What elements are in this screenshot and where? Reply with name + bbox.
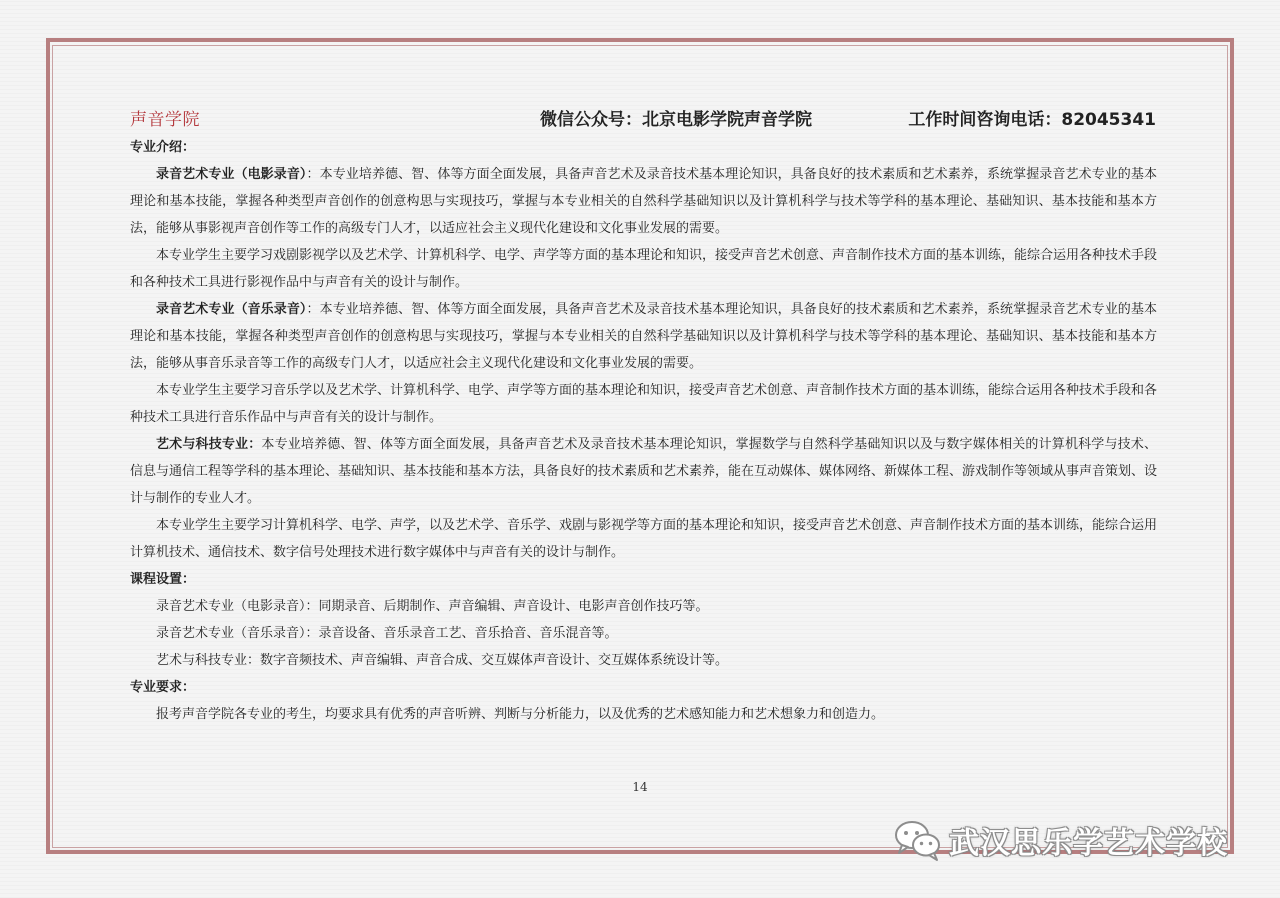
paragraph-art-technology-study: 本专业学生主要学习计算机科学、电学、声学，以及艺术学、音乐学、戏剧与影视学等方面的基本理论和知识，接受声音艺术创意、声音制作技术方面的基本训练，能综合运用计算机技术、通信技术、数字信号处理技术进行数字媒体中与声音有关的设计与制作。 bbox=[130, 518, 1158, 560]
course-item: 录音艺术专业（电影录音）：同期录音、后期制作、声音编辑、声音设计、电影声音创作技巧等。 bbox=[156, 599, 709, 614]
major-name-music-recording: 录音艺术专业（音乐录音） bbox=[156, 302, 307, 317]
page-content bbox=[130, 134, 1157, 728]
major-name-film-recording: 录音艺术专业（电影录音） bbox=[156, 167, 307, 182]
section-heading-requirements: 专业要求： bbox=[130, 680, 196, 695]
watermark bbox=[893, 815, 1228, 865]
paragraph-music-recording-study: 本专业学生主要学习音乐学以及艺术学、计算机科学、电学、声学等方面的基本理论和知识，接受声音艺术创意、声音制作技术方面的基本训练，能综合运用各种技术手段和各种技术工具进行音乐作品中与声音有关的设计与制作。 bbox=[130, 383, 1158, 425]
paragraph-music-recording bbox=[130, 296, 1157, 377]
wechat-account: 微信公众号：北京电影学院声音学院 bbox=[540, 110, 812, 130]
course-item: 录音艺术专业（音乐录音）：录音设备、音乐录音工艺、音乐拾音、音乐混音等。 bbox=[156, 626, 618, 641]
paragraph-text: 本专业培养德、智、体等方面全面发展，具备声音艺术及录音技术基本理论知识，掌握数学与自然科学基础知识以及与数字媒体相关的计算机科学与技术、信息与通信工程等学科的基本理论、基础知识、基本技能和基本方法，具备良好的技术素质和艺术素养，能在互动媒体、媒体网络、新媒体工程、游戏制作等领域从事声音策划、设计与制作的专业人才。 bbox=[130, 437, 1158, 506]
major-name-art-technology: 艺术与科技专业： bbox=[156, 437, 262, 452]
requirements-text: 报考声音学院各专业的考生，均要求具有优秀的声音听辨、判断与分析能力，以及优秀的艺术感知能力和艺术想象力和创造力。 bbox=[156, 707, 885, 722]
school-name: 声音学院 bbox=[130, 110, 200, 130]
page-number: 14 bbox=[632, 780, 648, 794]
section-heading-intro: 专业介绍： bbox=[130, 140, 196, 155]
watermark-text: 武汉思乐学艺术学校 bbox=[949, 826, 1228, 861]
course-item: 艺术与科技专业：数字音频技术、声音编辑、声音合成、交互媒体声音设计、交互媒体系统设计等。 bbox=[156, 653, 729, 668]
paragraph-film-recording bbox=[130, 161, 1157, 242]
contact-phone: 工作时间咨询电话：82045341 bbox=[908, 110, 1156, 130]
paragraph-text: ：本专业培养德、智、体等方面全面发展，具备声音艺术及录音技术基本理论知识，具备良好的技术素质和艺术素养，系统掌握录音艺术专业的基本理论和基本技能，掌握各种类型声音创作的创意构思与实现技巧，掌握与本专业相关的自然科学基础知识以及计算机科学与技术等学科的基本理论、基础知识、基本技能和基本方法，能够从事影视声音创作等工作的高级专门人才，以适应社会主义现代化建设和文化事业发展的需要。 bbox=[130, 167, 1157, 236]
paragraph-art-technology bbox=[130, 431, 1157, 512]
paragraph-film-recording-study: 本专业学生主要学习戏剧影视学以及艺术学、计算机科学、电学、声学等方面的基本理论和知识，接受声音艺术创意、声音制作技术方面的基本训练，能综合运用各种技术手段和各种技术工具进行影视作品中与声音有关的设计与制作。 bbox=[130, 248, 1158, 290]
section-heading-courses: 课程设置： bbox=[130, 572, 196, 587]
page-header bbox=[130, 105, 1160, 131]
paragraph-text: ：本专业培养德、智、体等方面全面发展，具备声音艺术及录音技术基本理论知识，具备良好的技术素质和艺术素养，系统掌握录音艺术专业的基本理论和基本技能，掌握各种类型声音创作的创意构思与实现技巧，掌握与本专业相关的自然科学基础知识以及计算机科学与技术等学科的基本理论、基础知识、基本技能和基本方法，能够从事音乐录音等工作的高级专门人才，以适应社会主义现代化建设和文化事业发展的需要。 bbox=[130, 302, 1157, 371]
wechat-icon bbox=[893, 818, 943, 862]
